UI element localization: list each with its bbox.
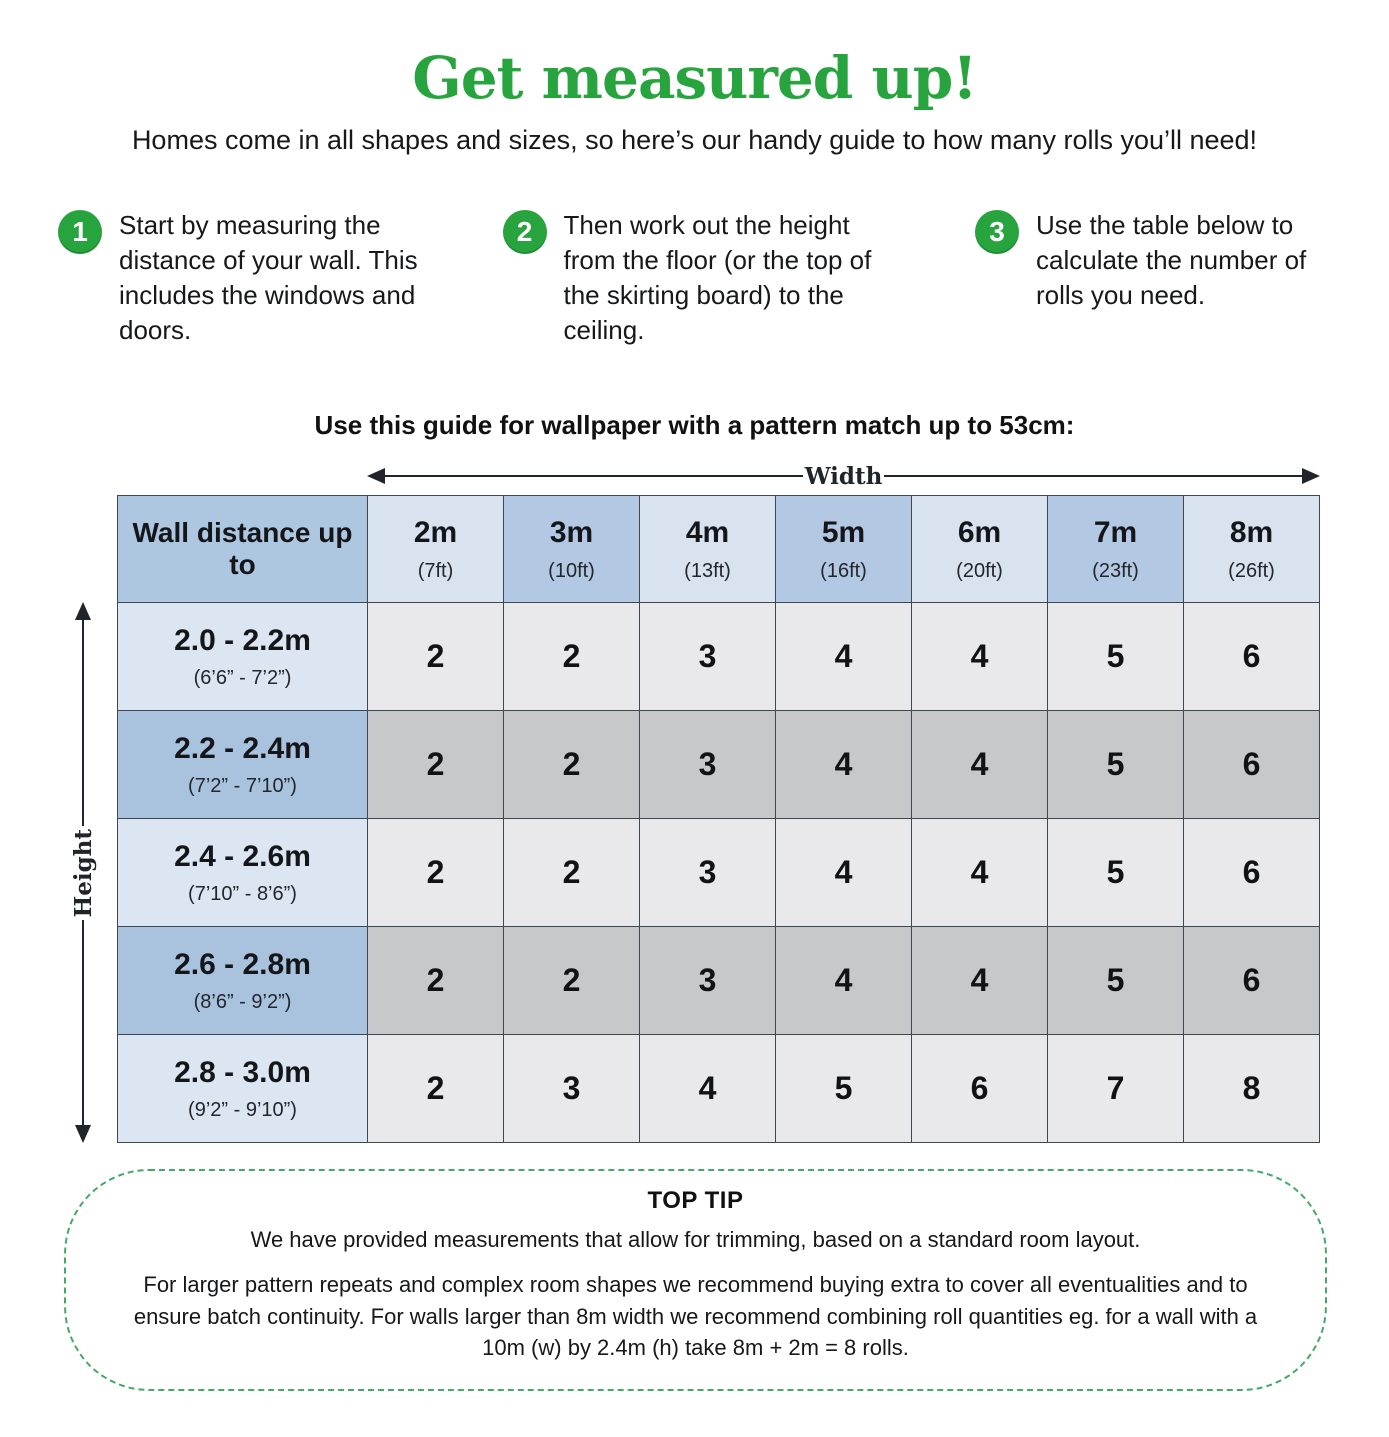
row-header-2.8-3.0m: 2.8 - 3.0m (9’2” - 9’10”) [118,1035,368,1143]
step-3-text: Use the table below to calculate the number of rolls you need. [1036,209,1307,311]
cell-value: 4 [776,927,912,1035]
cell-value: 2 [504,711,640,819]
cell-value: 7 [1048,1035,1184,1143]
height-axis-label: Height [69,828,97,918]
cell-value: 2 [368,927,504,1035]
cell-value: 2 [504,603,640,711]
cell-value: 3 [640,711,776,819]
table-row [118,819,1320,927]
arrow-down-icon [75,1125,91,1143]
cell-value: 4 [776,819,912,927]
column-header-8m: 8m (26ft) [1184,496,1320,603]
top-tip-line1: We have provided measurements that allow for trimming, based on a standard room layout. [250,1227,1141,1253]
step-1 [58,208,430,348]
cell-value: 5 [1048,819,1184,927]
cell-value: 4 [912,603,1048,711]
steps [58,208,1327,348]
cell-value: 6 [912,1035,1048,1143]
table-row [118,711,1320,819]
step-2 [503,208,903,348]
cell-value: 4 [912,819,1048,927]
width-axis-arrow [367,461,1320,491]
cell-value: 2 [368,1035,504,1143]
cell-value: 3 [640,603,776,711]
cell-value: 4 [912,711,1048,819]
cell-value: 6 [1184,711,1320,819]
cell-value: 6 [1184,927,1320,1035]
step-2-number-badge: 2 [503,210,547,254]
cell-value: 6 [1184,819,1320,927]
rolls-table-zone [69,461,1320,1143]
guide-heading: Use this guide for wallpaper with a pattern match up to 53cm: [314,410,1075,441]
cell-value: 4 [776,603,912,711]
column-header-3m: 3m (10ft) [504,496,640,603]
arrow-left-icon [367,468,385,484]
top-tip-heading: TOP TIP [647,1187,744,1215]
cell-value: 4 [912,927,1048,1035]
column-header-4m: 4m (13ft) [640,496,776,603]
cell-value: 4 [640,1035,776,1143]
cell-value: 5 [1048,603,1184,711]
row-header-2.6-2.8m: 2.6 - 2.8m (8’6” - 9’2”) [118,927,368,1035]
page-title: Get measured up! [412,44,977,112]
step-2-text: Then work out the height from the floor (or the top of the skirting board) to the ceiling. [563,209,872,346]
column-header-2m: 2m (7ft) [368,496,504,603]
table-header-row [118,496,1320,603]
row-header-2.0-2.2m: 2.0 - 2.2m (6’6” - 7’2”) [118,603,368,711]
row-header-2.2-2.4m: 2.2 - 2.4m (7’2” - 7’10”) [118,711,368,819]
cell-value: 2 [368,603,504,711]
arrow-right-icon [1302,468,1320,484]
cell-value: 8 [1184,1035,1320,1143]
table-row [118,927,1320,1035]
step-3-number-badge: 3 [975,210,1019,254]
height-axis-arrow [65,602,101,1143]
cell-value: 3 [640,927,776,1035]
cell-value: 5 [776,1035,912,1143]
top-tip-line2: For larger pattern repeats and complex room shapes we recommend buying extra to cover all eventualities and to ensure batch continuity. For walls larger than 8m width we recommend combining roll quantities eg. for a wall with a 10m (w) by 2.4m (h) take 8m + 2m = 8 rolls. [133,1272,1258,1360]
corner-header-label: Wall distance up to [132,517,353,581]
step-1-number-badge: 1 [58,210,102,254]
cell-value: 4 [776,711,912,819]
cell-value: 2 [368,819,504,927]
table-row [118,1035,1320,1143]
page-subtitle: Homes come in all shapes and sizes, so here’s our handy guide to how many rolls you’ll need! [131,124,1258,155]
cell-value: 3 [504,1035,640,1143]
cell-value: 6 [1184,603,1320,711]
cell-value: 2 [504,819,640,927]
cell-value: 3 [640,819,776,927]
cell-value: 2 [504,927,640,1035]
column-header-6m: 6m (20ft) [912,496,1048,603]
row-header-2.4-2.6m: 2.4 - 2.6m (7’10” - 8’6”) [118,819,368,927]
rolls-table [117,495,1320,1143]
column-header-7m: 7m (23ft) [1048,496,1184,603]
step-3 [975,208,1327,348]
top-tip-box [64,1169,1327,1391]
width-axis-label: Width [804,462,883,490]
column-header-5m: 5m (16ft) [776,496,912,603]
cell-value: 2 [368,711,504,819]
table-row [118,603,1320,711]
cell-value: 5 [1048,711,1184,819]
cell-value: 5 [1048,927,1184,1035]
arrow-up-icon [75,602,91,620]
step-1-text: Start by measuring the distance of your wall. This includes the windows and doors. [119,209,418,346]
corner-header-cell [118,496,368,603]
